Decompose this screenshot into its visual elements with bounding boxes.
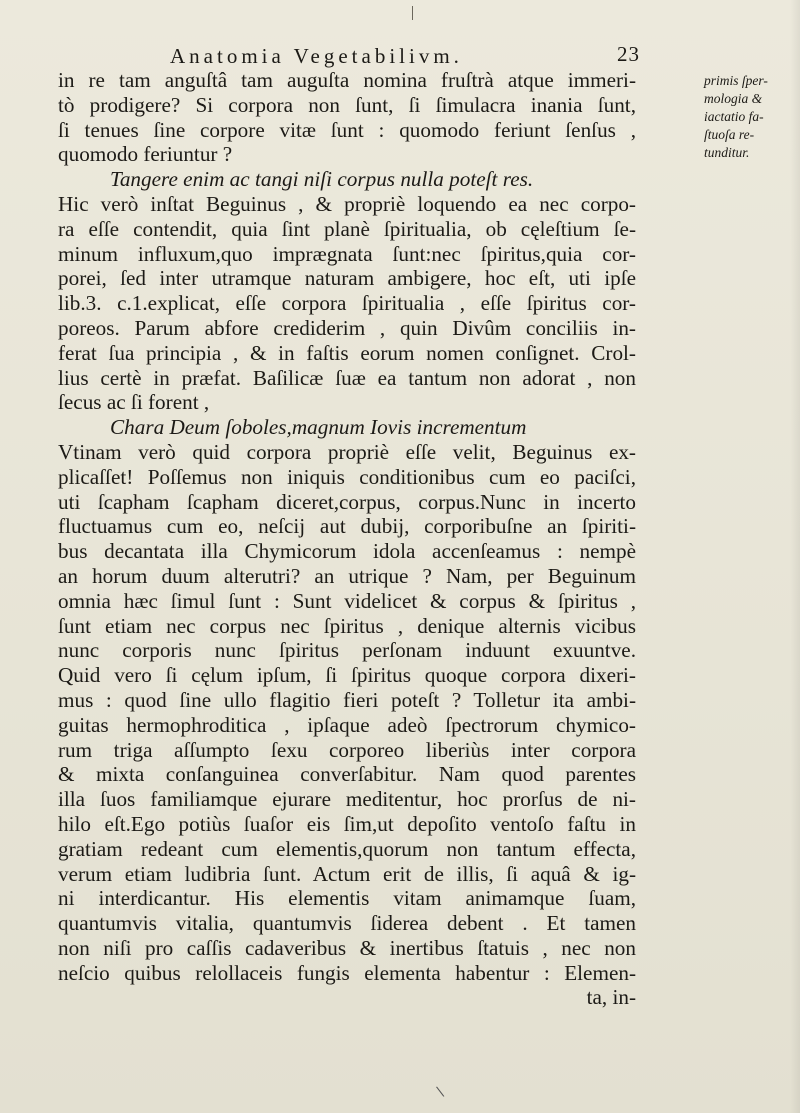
text-line: fluctuamus cum eo, neſcij aut dubij, corporibuſne an ſpiriti- [58, 514, 636, 539]
page-number: 23 [617, 42, 640, 66]
text-line: poreos. Parum abfore crediderim , quin Divûm conciliis in- [58, 315, 636, 340]
text-line: omnia hæc ſimul ſunt : Sunt videlicet & corpus & ſpiritus , [58, 588, 636, 613]
text-line: minum influxum,quo imprægnata ſunt:nec ſpiritus,quia cor- [58, 241, 636, 266]
text-line: quomodo feriuntur ? [58, 142, 233, 167]
marginal-note-line: tunditur. [704, 145, 750, 160]
text-line: Quid vero ſi cęlum ipſum, ſi ſpiritus quoque corpora dixeri- [58, 663, 636, 688]
marginal-note-line: iactatio fa- [704, 109, 764, 124]
main-text-block [58, 68, 636, 1010]
page-edge-mark [412, 6, 413, 20]
text-line: tò prodigere? Si corpora non ſunt, ſi ſimulacra inania ſunt, [58, 92, 636, 117]
text-line: an horum duum alterutri? an utrique ? Nam, per Beguinum [58, 563, 636, 588]
stray-ink-mark: \ [435, 1083, 446, 1101]
text-line: guitas hermophroditica , ipſaque adeò ſpectrorum chymico- [58, 712, 636, 737]
text-line: Vtinam verò quid corpora propriè eſſe velit, Beguinus ex- [58, 439, 636, 464]
text-line: & mixta conſanguinea converſabitur. Nam quod parentes [58, 762, 636, 787]
text-line: verum etiam ludibria ſunt. Actum erit de illis, ſi aquâ & ig- [58, 861, 636, 886]
text-line: nunc corporis nunc ſpiritus perſonam induunt exuuntve. [58, 638, 636, 663]
text-line: non niſi pro caſſis cadaveribus & inertibus ſtatuis , nec non [58, 935, 636, 960]
text-line: hilo eſt.Ego potiùs ſuaſor eis ſim,ut depoſito ventoſo faſtu in [58, 811, 636, 836]
text-line: lius certè in præfat. Baſilicæ ſuæ ea tantum non adorat , non [58, 365, 636, 390]
text-line: ſi tenues ſine corpore vitæ ſunt : quomodo feriunt ſenſus , [58, 117, 636, 142]
text-line: Hic verò inſtat Beguinus , & propriè loquendo ea nec corpo- [58, 191, 636, 216]
text-line: plicaſſet! Poſſemus non iniquis conditionibus cum eo paciſci, [58, 464, 636, 489]
text-line: rum triga aſſumpto ſexu corporeo liberiùs inter corpora [58, 737, 636, 762]
verse-quotation: Chara Deum ſoboles,magnum Iovis incrementum [110, 415, 527, 440]
running-title: Anatomia Vegetabilivm. [170, 44, 463, 68]
text-line: lib.3. c.1.explicat, eſſe corpora ſpiritualia , eſſe ſpiritus cor- [58, 291, 636, 316]
text-line: porei, ſed inter utramque naturam ambigere, hoc eſt, uti ipſe [58, 266, 636, 291]
text-line: uti ſcapham ſcapham diceret,corpus, corpus.Nunc in incerto [58, 489, 636, 514]
text-line: illa ſuos familiamque ejurare meditentur, hoc prorſus de ni- [58, 787, 636, 812]
text-line: ni interdicantur. His elementis vitam animamque ſuam, [58, 886, 636, 911]
page-edge-shadow [790, 0, 800, 1113]
marginal-note-line: primis ſper- [704, 73, 768, 88]
marginal-note-line: ſtuoſa re- [704, 127, 755, 142]
text-line: bus decantata illa Chymicorum idola accenſeamus : nempè [58, 539, 636, 564]
text-line: neſcio quibus relollaceis fungis elementa habentur : Elemen- [58, 960, 636, 985]
verse-quotation: Tangere enim ac tangi niſi corpus nulla poteſt res. [110, 167, 534, 192]
text-line: gratiam redeant cum elementis,quorum non tantum effecta, [58, 836, 636, 861]
marginal-note [704, 72, 796, 162]
catchword-line: ta, in- [586, 985, 636, 1010]
text-line: ſecus ac ſi forent , [58, 390, 210, 415]
text-line: in re tam anguſtâ tam auguſta nomina fruſtrà atque immeri- [58, 68, 636, 92]
text-line: ferat ſua principia , & in faſtis eorum nomen conſignet. Crol- [58, 340, 636, 365]
text-line: quantumvis vitalia, quantumvis ſiderea debent . Et tamen [58, 911, 636, 936]
marginal-note-line: mologia & [704, 91, 763, 106]
text-line: ra eſſe contendit, quia ſint planè ſpiritualia, ob cęleſtium ſe- [58, 216, 636, 241]
text-line: mus : quod ſine ullo flagitio fieri poteſt ? Tolletur ita ambi- [58, 687, 636, 712]
text-line: ſunt etiam nec corpus nec ſpiritus , denique alternis vicibus [58, 613, 636, 638]
